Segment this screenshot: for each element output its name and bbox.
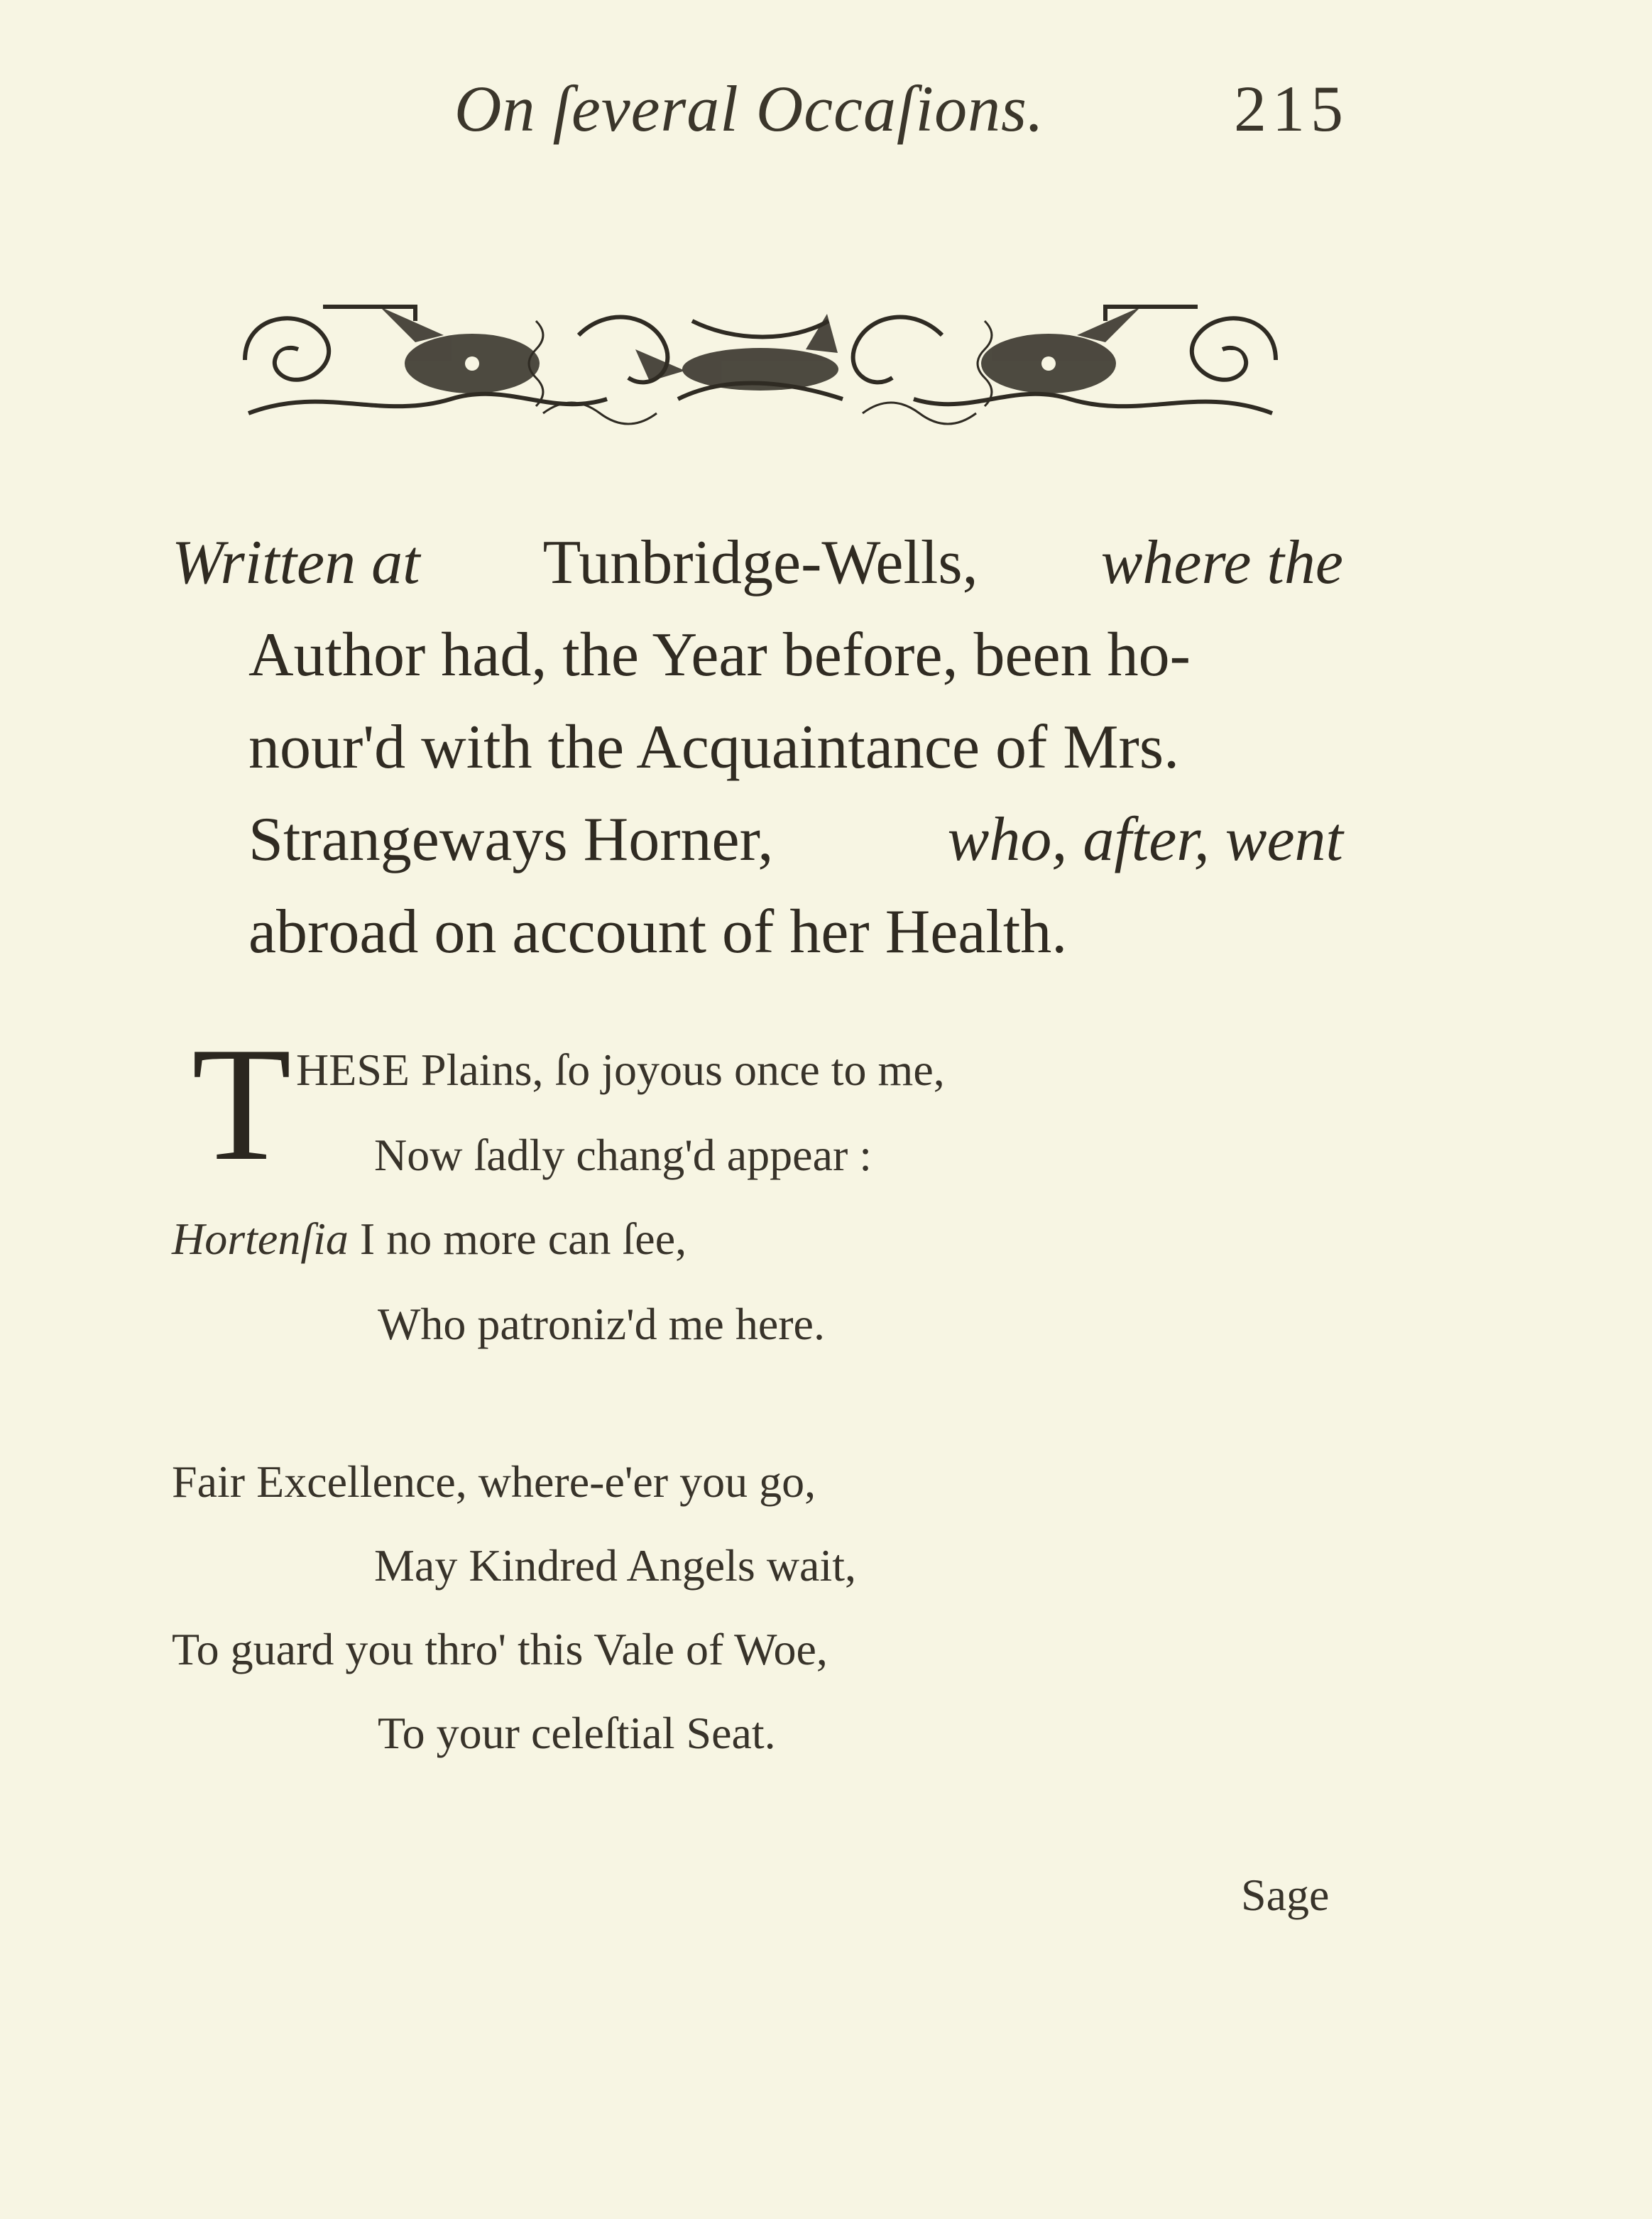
title-line-3: nour'd with the Acquaintance of Mrs.: [248, 713, 1180, 782]
poem-title: [172, 517, 1343, 978]
title-name: Strangeways Horner,: [248, 805, 774, 874]
verse-line: [172, 1213, 686, 1265]
verse-line: Now ſadly chang'd appear :: [374, 1130, 873, 1180]
title-text: who, after, went: [947, 805, 1343, 874]
page-number: 215: [1234, 72, 1349, 145]
running-title: On ſeveral Occaſions.: [454, 72, 1044, 145]
verse-line: To guard you thro' this Vale of Woe,: [172, 1624, 828, 1674]
verse-line: HESE Plains, ſo joyous once to me,: [296, 1045, 945, 1095]
drop-cap: T: [192, 1013, 292, 1194]
title-place: Tunbridge-Wells,: [542, 528, 978, 597]
ornamental-headpiece-icon: [238, 293, 1283, 427]
verse-line: May Kindred Angels wait,: [374, 1540, 856, 1591]
running-head: [0, 71, 1652, 156]
title-text: where the: [1100, 528, 1343, 597]
title-line-5: abroad on account of her Health.: [248, 898, 1068, 966]
verse-line: Who patroniz'd me here.: [378, 1299, 825, 1349]
title-line-2: Author had, the Year before, been ho-: [248, 621, 1191, 689]
verse-text: I no more can ſee,: [359, 1214, 687, 1264]
verse-line: To your celeſtial Seat.: [378, 1708, 776, 1758]
catchword: Sage: [1241, 1870, 1330, 1920]
title-text: Written at: [172, 528, 420, 597]
title-line-4: [172, 794, 1343, 886]
verse-line: Fair Excellence, where-e'er you go,: [172, 1456, 816, 1507]
verse-name: Hortenſia: [172, 1214, 349, 1264]
title-line-1: [172, 517, 1343, 609]
